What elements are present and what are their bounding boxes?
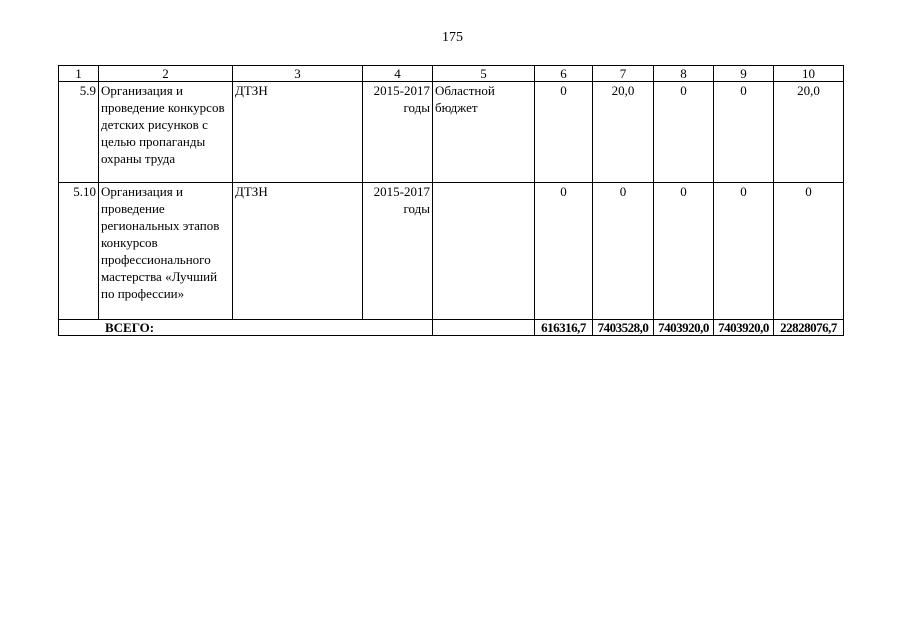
funding-source (433, 183, 535, 320)
value-col-9: 0 (714, 183, 774, 320)
total-col-10: 22828076,7 (774, 320, 844, 336)
activity-name: Организация и проведение конкурсов детских рисунков с целью пропаганды охраны труда (99, 82, 233, 183)
table-row (59, 82, 844, 183)
header-cell-9: 9 (714, 66, 774, 82)
total-col-9: 7403920,0 (714, 320, 774, 336)
executor: ДТЗН (233, 183, 363, 320)
total-empty-cell (433, 320, 535, 336)
header-cell-1: 1 (59, 66, 99, 82)
row-number: 5.9 (59, 82, 99, 183)
activity-name: Организация и проведение региональных этапов конкурсов профессионального мастерства «Лучший по профессии» (99, 183, 233, 320)
total-col-7: 7403528,0 (593, 320, 654, 336)
total-col-8: 7403920,0 (654, 320, 714, 336)
value-col-8: 0 (654, 82, 714, 183)
header-row (59, 66, 844, 82)
value-col-7: 20,0 (593, 82, 654, 183)
value-col-10: 20,0 (774, 82, 844, 183)
period: 2015-2017 годы (363, 82, 433, 183)
header-cell-8: 8 (654, 66, 714, 82)
value-col-6: 0 (535, 82, 593, 183)
header-cell-4: 4 (363, 66, 433, 82)
page-number: 175 (442, 30, 463, 45)
header-cell-2: 2 (99, 66, 233, 82)
total-label: ВСЕГО: (59, 320, 433, 336)
value-col-6: 0 (535, 183, 593, 320)
header-cell-6: 6 (535, 66, 593, 82)
header-cell-5: 5 (433, 66, 535, 82)
program-table (58, 65, 844, 336)
header-cell-7: 7 (593, 66, 654, 82)
header-cell-10: 10 (774, 66, 844, 82)
header-cell-3: 3 (233, 66, 363, 82)
total-row (59, 320, 844, 336)
funding-source: Областной бюджет (433, 82, 535, 183)
executor: ДТЗН (233, 82, 363, 183)
row-number: 5.10 (59, 183, 99, 320)
period: 2015-2017 годы (363, 183, 433, 320)
value-col-9: 0 (714, 82, 774, 183)
value-col-10: 0 (774, 183, 844, 320)
value-col-8: 0 (654, 183, 714, 320)
value-col-7: 0 (593, 183, 654, 320)
total-col-6: 616316,7 (535, 320, 593, 336)
table-row (59, 183, 844, 320)
